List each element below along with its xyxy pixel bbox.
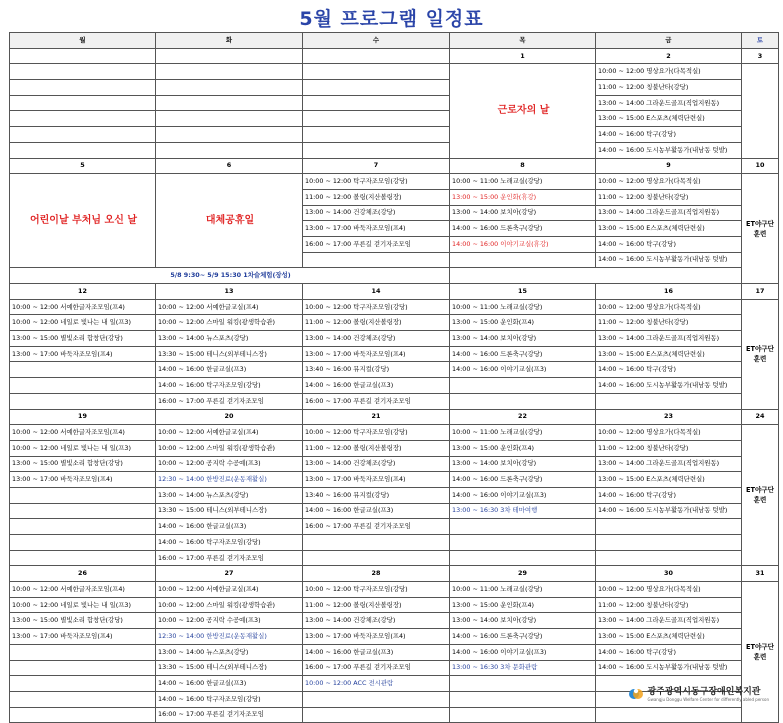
- schedule-entry: 14:00 ~ 16:00 도시농부활동가(내남동 텃밭): [596, 252, 742, 268]
- schedule-entry: 13:00 ~ 14:00 뉴스포츠(강당): [156, 331, 303, 347]
- schedule-entry: [156, 80, 303, 96]
- schedule-row: [10, 95, 779, 111]
- schedule-entry: [303, 95, 450, 111]
- schedule-row: [10, 644, 779, 660]
- schedule-row: [10, 378, 779, 394]
- schedule-entry: [10, 393, 156, 409]
- date-cell: 10: [742, 158, 779, 174]
- saturday-activity: ET야구단 훈련: [742, 174, 779, 284]
- schedule-entry: 10:00 ~ 12:00 서예한글교실(프4): [156, 425, 303, 441]
- schedule-entry: 13:00 ~ 14:00 그라운드골프(직업지원동): [596, 331, 742, 347]
- schedule-entry: 14:00 ~ 16:00 탁구(강당): [596, 362, 742, 378]
- schedule-entry: 10:00 ~ 11:00 노래교실(강당): [450, 582, 596, 598]
- date-cell: 20: [156, 409, 303, 425]
- schedule-entry: 13:00 ~ 15:00 별빛소리 합창단(강당): [10, 613, 156, 629]
- date-cell: 13: [156, 284, 303, 300]
- schedule-entry: 13:00 ~ 14:00 그라운드골프(직업지원동): [596, 205, 742, 221]
- schedule-entry: [450, 519, 596, 535]
- schedule-entry: 16:00 ~ 17:00 푸른길 걷기자조모임: [303, 519, 450, 535]
- schedule-entry: [156, 64, 303, 80]
- schedule-entry: 10:00 ~ 12:00 명상요가(다목적실): [596, 299, 742, 315]
- week-date-row: [10, 284, 779, 300]
- schedule-row: [10, 582, 779, 598]
- schedule-entry: [10, 535, 156, 551]
- schedule-row: [10, 425, 779, 441]
- schedule-entry: [303, 707, 450, 723]
- date-cell: 12: [10, 284, 156, 300]
- schedule-entry: 11:00 ~ 12:00 칭불난타(강당): [596, 189, 742, 205]
- schedule-row: [10, 346, 779, 362]
- schedule-entry: [303, 691, 450, 707]
- schedule-entry: 13:00 ~ 17:00 바둑자조모임(프4): [10, 629, 156, 645]
- week-date-row: [10, 48, 779, 64]
- schedule-entry: 10:00 ~ 12:00 명상요가(다목적실): [596, 174, 742, 190]
- schedule-entry: 10:00 ~ 12:00 네일로 빛나는 내 일(프3): [10, 440, 156, 456]
- schedule-entry: [303, 550, 450, 566]
- schedule-entry: 10:00 ~ 12:00 명상요가(다목적실): [596, 64, 742, 80]
- schedule-entry: 14:00 ~ 16:00 드론축구(강당): [450, 346, 596, 362]
- date-cell: [303, 48, 450, 64]
- date-cell: 8: [450, 158, 596, 174]
- date-cell: [10, 48, 156, 64]
- schedule-row: [10, 174, 779, 190]
- saturday-cell: [742, 64, 779, 158]
- schedule-entry: 10:00 ~ 12:00 스마일 워킹(광생학습관): [156, 597, 303, 613]
- schedule-entry: 13:30 ~ 15:00 테니스(외부테니스장): [156, 346, 303, 362]
- schedule-entry: [450, 676, 596, 692]
- schedule-entry: 14:00 ~ 16:00 이야기교실(휴강): [450, 236, 596, 252]
- date-cell: 5: [10, 158, 156, 174]
- schedule-entry: 13:00 ~ 17:00 바둑자조모임(프4): [10, 472, 156, 488]
- weekday-header: 화: [156, 33, 303, 49]
- schedule-entry: 13:00 ~ 15:00 운인화(프4): [450, 315, 596, 331]
- schedule-entry: 10:00 ~ 12:00 탁구자조모임(강당): [303, 582, 450, 598]
- schedule-entry: 14:00 ~ 16:00 이야기교실(프3): [450, 487, 596, 503]
- weekday-header-row: [10, 33, 779, 49]
- schedule-entry: [10, 362, 156, 378]
- schedule-entry: 13:00 ~ 15:00 운인화(프4): [450, 440, 596, 456]
- schedule-entry: [10, 64, 156, 80]
- schedule-entry: 10:00 ~ 11:00 노래교실(강당): [450, 299, 596, 315]
- schedule-entry: [10, 487, 156, 503]
- schedule-entry: 14:00 ~ 16:00 한글교실(프3): [156, 362, 303, 378]
- schedule-entry: 14:00 ~ 16:00 한글교실(프3): [156, 519, 303, 535]
- date-cell: 2: [596, 48, 742, 64]
- schedule-entry: 10:00 ~ 12:00 서예한글자조모임(프4): [10, 582, 156, 598]
- schedule-entry: [596, 519, 742, 535]
- schedule-entry: 14:00 ~ 16:00 한글교실(프3): [303, 378, 450, 394]
- schedule-entry: 14:00 ~ 16:00 드론축구(강당): [450, 472, 596, 488]
- date-cell: 22: [450, 409, 596, 425]
- schedule-entry: 13:00 ~ 15:00 E스포츠(체력단련실): [596, 346, 742, 362]
- date-cell: 30: [596, 566, 742, 582]
- schedule-entry: [596, 707, 742, 723]
- schedule-entry: 13:00 ~ 14:00 그라운드골프(직업지원동): [596, 456, 742, 472]
- schedule-entry: 10:00 ~ 12:00 서예한글자조모임(프4): [10, 299, 156, 315]
- schedule-row: [10, 142, 779, 158]
- schedule-entry: 13:00 ~ 14:00 뉴스포츠(강당): [156, 644, 303, 660]
- schedule-entry: 16:00 ~ 17:00 푸른길 걷기자조모임: [303, 660, 450, 676]
- schedule-entry: 13:00 ~ 16:30 3차 테마여행: [450, 503, 596, 519]
- date-cell: 3: [742, 48, 779, 64]
- schedule-entry: 10:00 ~ 12:00 서예한글자조모임(프4): [10, 425, 156, 441]
- schedule-entry: 10:00 ~ 11:00 노래교실(강당): [450, 425, 596, 441]
- schedule-entry: 14:00 ~ 16:00 한글교실(프3): [156, 676, 303, 692]
- schedule-entry: 16:00 ~ 17:00 푸른길 걷기자조모임: [156, 393, 303, 409]
- schedule-row: [10, 64, 779, 80]
- schedule-entry: 11:00 ~ 12:00 볼링(지산볼링장): [303, 315, 450, 331]
- weekday-header: 월: [10, 33, 156, 49]
- schedule-entry: [10, 127, 156, 143]
- page-title: 5월 프로그램 일정표: [299, 8, 484, 30]
- weekday-header: 금: [596, 33, 742, 49]
- schedule-row: [10, 660, 779, 676]
- date-cell: 9: [596, 158, 742, 174]
- schedule-entry: [450, 691, 596, 707]
- schedule-entry: [303, 142, 450, 158]
- schedule-entry: 10:00 ~ 12:00 스마일 워킹(광생학습관): [156, 440, 303, 456]
- schedule-row: [10, 472, 779, 488]
- schedule-entry: [596, 535, 742, 551]
- schedule-row: [10, 456, 779, 472]
- schedule-entry: 13:00 ~ 14:00 건강체조(강당): [303, 331, 450, 347]
- schedule-entry: [303, 64, 450, 80]
- schedule-entry: 14:00 ~ 16:00 도시농부활동가(내남동 텃밭): [596, 142, 742, 158]
- schedule-row: [10, 127, 779, 143]
- schedule-entry: 10:00 ~ 12:00 탁구자조모임(강당): [303, 299, 450, 315]
- saturday-activity: ET야구단 훈련: [742, 425, 779, 566]
- schedule-entry: [303, 127, 450, 143]
- schedule-row: [10, 550, 779, 566]
- schedule-entry: [303, 252, 450, 268]
- schedule-entry: [10, 691, 156, 707]
- event-note: 5/8 9:30~ 5/9 15:30 1차슬체험(장성): [10, 268, 450, 284]
- date-cell: 6: [156, 158, 303, 174]
- schedule-entry: [156, 127, 303, 143]
- schedule-entry: 10:00 ~ 12:00 명상요가(다목적실): [596, 425, 742, 441]
- schedule-entry: 14:00 ~ 16:00 이야기교실(프3): [450, 362, 596, 378]
- schedule-entry: 13:30 ~ 15:00 테니스(외부테니스장): [156, 503, 303, 519]
- schedule-entry: 10:00 ~ 12:00 공지락 수공예(프3): [156, 613, 303, 629]
- schedule-entry: [450, 378, 596, 394]
- schedule-row: [10, 393, 779, 409]
- schedule-entry: 14:00 ~ 16:00 탁구(강당): [596, 644, 742, 660]
- schedule-entry: [10, 503, 156, 519]
- schedule-entry: 12:30 ~ 14:00 한방진료(운동재활실): [156, 629, 303, 645]
- holiday-label: 어린이날 부처님 오신 날: [10, 174, 156, 268]
- schedule-entry: [450, 707, 596, 723]
- schedule-entry: 14:00 ~ 16:00 탁구(강당): [596, 487, 742, 503]
- schedule-row: [10, 629, 779, 645]
- schedule-entry: 13:00 ~ 17:00 바둑자조모임(프4): [10, 346, 156, 362]
- schedule-entry: 11:00 ~ 12:00 칭불난타(강당): [596, 597, 742, 613]
- schedule-entry: 12:30 ~ 14:00 한방진료(운동재활실): [156, 472, 303, 488]
- organization-logo: [628, 686, 769, 702]
- schedule-entry: 13:00 ~ 15:00 별빛소리 합창단(강당): [10, 456, 156, 472]
- holiday-label: 대체공휴일: [156, 174, 303, 268]
- schedule-entry: 14:00 ~ 16:00 이야기교실(프3): [450, 644, 596, 660]
- schedule-entry: [10, 142, 156, 158]
- schedule-entry: 13:00 ~ 17:00 바둑자조모임(프4): [303, 346, 450, 362]
- weekday-header: 수: [303, 33, 450, 49]
- schedule-entry: 10:00 ~ 12:00 서예한글교실(프4): [156, 299, 303, 315]
- date-cell: 15: [450, 284, 596, 300]
- schedule-row: [10, 519, 779, 535]
- schedule-entry: [10, 111, 156, 127]
- date-cell: 23: [596, 409, 742, 425]
- schedule-entry: 13:00 ~ 14:00 보치아(강당): [450, 613, 596, 629]
- schedule-entry: [10, 378, 156, 394]
- schedule-entry: [10, 550, 156, 566]
- schedule-entry: 13:00 ~ 17:00 바둑자조모임(프4): [303, 472, 450, 488]
- weekday-header: 목: [450, 33, 596, 49]
- date-cell: 14: [303, 284, 450, 300]
- week-date-row: [10, 566, 779, 582]
- schedule-entry: 13:00 ~ 16:30 3차 문화관람: [450, 660, 596, 676]
- schedule-entry: 13:00 ~ 17:00 바둑자조모임(프4): [303, 221, 450, 237]
- schedule-entry: [303, 535, 450, 551]
- schedule-row: [10, 487, 779, 503]
- schedule-entry: 11:00 ~ 12:00 볼링(지산볼링장): [303, 597, 450, 613]
- schedule-entry: 13:40 ~ 16:00 뮤지컬(강당): [303, 487, 450, 503]
- schedule-entry: 14:00 ~ 16:00 탁구자조모임(강당): [156, 378, 303, 394]
- schedule-entry: 13:00 ~ 15:00 별빛소리 합창단(강당): [10, 331, 156, 347]
- holiday-label: 근로자의 날: [450, 64, 596, 158]
- date-cell: 7: [303, 158, 450, 174]
- schedule-entry: 10:00 ~ 12:00 서예한글교실(프4): [156, 582, 303, 598]
- schedule-entry: 11:00 ~ 12:00 칭불난타(강당): [596, 315, 742, 331]
- schedule-entry: 14:00 ~ 16:00 도시농부활동가(내남동 텃밭): [596, 503, 742, 519]
- schedule-entry: 14:00 ~ 16:00 도시농부활동가(내남동 텃밭): [596, 660, 742, 676]
- schedule-entry: 13:00 ~ 14:00 그라운드골프(직업지원동): [596, 95, 742, 111]
- schedule-entry: [303, 111, 450, 127]
- schedule-entry: 11:00 ~ 12:00 볼링(지산볼링장): [303, 440, 450, 456]
- date-cell: 31: [742, 566, 779, 582]
- logo-icon: [628, 686, 644, 702]
- schedule-entry: 10:00 ~ 12:00 ACC 전시관람: [303, 676, 450, 692]
- schedule-entry: 13:00 ~ 17:00 바둑자조모임(프4): [303, 629, 450, 645]
- schedule-entry: [303, 80, 450, 96]
- date-cell: [156, 48, 303, 64]
- schedule-entry: 10:00 ~ 12:00 스마일 워킹(광생학습관): [156, 315, 303, 331]
- schedule-row: [10, 299, 779, 315]
- schedule-row: [10, 503, 779, 519]
- schedule-entry: [450, 252, 596, 268]
- schedule-entry: [450, 535, 596, 551]
- schedule-entry: [10, 707, 156, 723]
- schedule-entry: 14:00 ~ 16:00 드론축구(강당): [450, 629, 596, 645]
- schedule-entry: 10:00 ~ 12:00 탁구자조모임(강당): [303, 425, 450, 441]
- schedule-entry: 10:00 ~ 11:00 노래교실(강당): [450, 174, 596, 190]
- schedule-entry: [10, 95, 156, 111]
- schedule-entry: 14:00 ~ 16:00 한글교실(프3): [303, 503, 450, 519]
- schedule-entry: 16:00 ~ 17:00 푸른길 걷기자조모임: [303, 236, 450, 252]
- schedule-row: [10, 707, 779, 723]
- schedule-entry: 13:00 ~ 14:00 보치아(강당): [450, 205, 596, 221]
- date-cell: 1: [450, 48, 596, 64]
- date-cell: 16: [596, 284, 742, 300]
- schedule-entry: 13:40 ~ 16:00 뮤지컬(강당): [303, 362, 450, 378]
- schedule-entry: 13:00 ~ 14:00 뉴스포츠(강당): [156, 487, 303, 503]
- schedule-table: [9, 32, 779, 723]
- schedule-row: [10, 111, 779, 127]
- schedule-entry: 10:00 ~ 12:00 네일로 빛나는 내 일(프3): [10, 597, 156, 613]
- schedule-entry: [156, 142, 303, 158]
- schedule-entry: [450, 393, 596, 409]
- date-cell: 17: [742, 284, 779, 300]
- saturday-activity: ET야구단 훈련: [742, 582, 779, 723]
- schedule-entry: 11:00 ~ 12:00 볼링(지산볼링장): [303, 189, 450, 205]
- schedule-row: [10, 315, 779, 331]
- schedule-entry: 10:00 ~ 12:00 네일로 빛나는 내 일(프3): [10, 315, 156, 331]
- schedule-row: [10, 535, 779, 551]
- schedule-entry: [10, 660, 156, 676]
- schedule-entry: 13:30 ~ 15:00 테니스(외부테니스장): [156, 660, 303, 676]
- schedule-row: [10, 613, 779, 629]
- schedule-row: [10, 80, 779, 96]
- schedule-entry: [156, 111, 303, 127]
- date-cell: 27: [156, 566, 303, 582]
- event-note-row: [10, 268, 779, 284]
- schedule-entry: 13:00 ~ 14:00 그라운드골프(직업지원동): [596, 613, 742, 629]
- date-cell: 19: [10, 409, 156, 425]
- schedule-entry: 13:00 ~ 14:00 건강체조(강당): [303, 205, 450, 221]
- schedule-row: [10, 331, 779, 347]
- schedule-entry: 13:00 ~ 15:00 운인화(휴강): [450, 189, 596, 205]
- schedule-entry: [596, 550, 742, 566]
- date-cell: 28: [303, 566, 450, 582]
- schedule-entry: [156, 95, 303, 111]
- date-cell: 21: [303, 409, 450, 425]
- schedule-entry: [10, 676, 156, 692]
- schedule-entry: 10:00 ~ 12:00 탁구자조모임(강당): [303, 174, 450, 190]
- schedule-entry: 13:00 ~ 14:00 건강체조(강당): [303, 456, 450, 472]
- saturday-activity: ET야구단 훈련: [742, 299, 779, 409]
- schedule-entry: 10:00 ~ 12:00 명상요가(다목적실): [596, 582, 742, 598]
- organization-subtitle: Gwangju Donggu Welfare Center for differently abled person: [647, 696, 769, 702]
- schedule-entry: [10, 644, 156, 660]
- schedule-entry: 10:00 ~ 12:00 공지락 수공예(프3): [156, 456, 303, 472]
- schedule-entry: 13:00 ~ 15:00 E스포츠(체력단련실): [596, 111, 742, 127]
- schedule-entry: [596, 393, 742, 409]
- schedule-row: [10, 440, 779, 456]
- schedule-entry: 14:00 ~ 16:00 탁구자조모임(강당): [156, 535, 303, 551]
- schedule-entry: 13:00 ~ 15:00 E스포츠(체력단련실): [596, 472, 742, 488]
- schedule-entry: [10, 80, 156, 96]
- schedule-entry: 13:00 ~ 15:00 E스포츠(체력단련실): [596, 629, 742, 645]
- week-date-row: [10, 409, 779, 425]
- schedule-entry: 11:00 ~ 12:00 칭불난타(강당): [596, 80, 742, 96]
- schedule-entry: 14:00 ~ 16:00 탁구자조모임(강당): [156, 691, 303, 707]
- schedule-entry: 11:00 ~ 12:00 칭불난타(강당): [596, 440, 742, 456]
- organization-name: 광주광역시동구장애인복지관: [647, 686, 761, 697]
- schedule-entry: 13:00 ~ 15:00 운인화(프4): [450, 597, 596, 613]
- schedule-entry: [10, 519, 156, 535]
- schedule-entry: 16:00 ~ 17:00 푸른길 걷기자조모임: [156, 550, 303, 566]
- schedule-entry: 14:00 ~ 16:00 드론축구(강당): [450, 221, 596, 237]
- date-cell: 24: [742, 409, 779, 425]
- schedule-entry: 13:00 ~ 15:00 E스포츠(체력단련실): [596, 221, 742, 237]
- schedule-entry: [450, 550, 596, 566]
- schedule-entry: 13:00 ~ 14:00 보치아(강당): [450, 331, 596, 347]
- schedule-entry: 14:00 ~ 16:00 탁구(강당): [596, 236, 742, 252]
- schedule-row: [10, 362, 779, 378]
- schedule-entry: 16:00 ~ 17:00 푸른길 걷기자조모임: [303, 393, 450, 409]
- schedule-entry: 14:00 ~ 16:00 탁구(강당): [596, 127, 742, 143]
- schedule-entry: 14:00 ~ 16:00 한글교실(프3): [303, 644, 450, 660]
- date-cell: 29: [450, 566, 596, 582]
- schedule-entry: 13:00 ~ 14:00 건강체조(강당): [303, 613, 450, 629]
- schedule-entry: 16:00 ~ 17:00 푸른길 걷기자조모임: [156, 707, 303, 723]
- schedule-entry: 14:00 ~ 16:00 도시농부활동가(내남동 텃밭): [596, 378, 742, 394]
- date-cell: 26: [10, 566, 156, 582]
- weekday-header: 토: [742, 33, 779, 49]
- schedule-entry: 13:00 ~ 14:00 보치아(강당): [450, 456, 596, 472]
- week-date-row: [10, 158, 779, 174]
- schedule-row: [10, 597, 779, 613]
